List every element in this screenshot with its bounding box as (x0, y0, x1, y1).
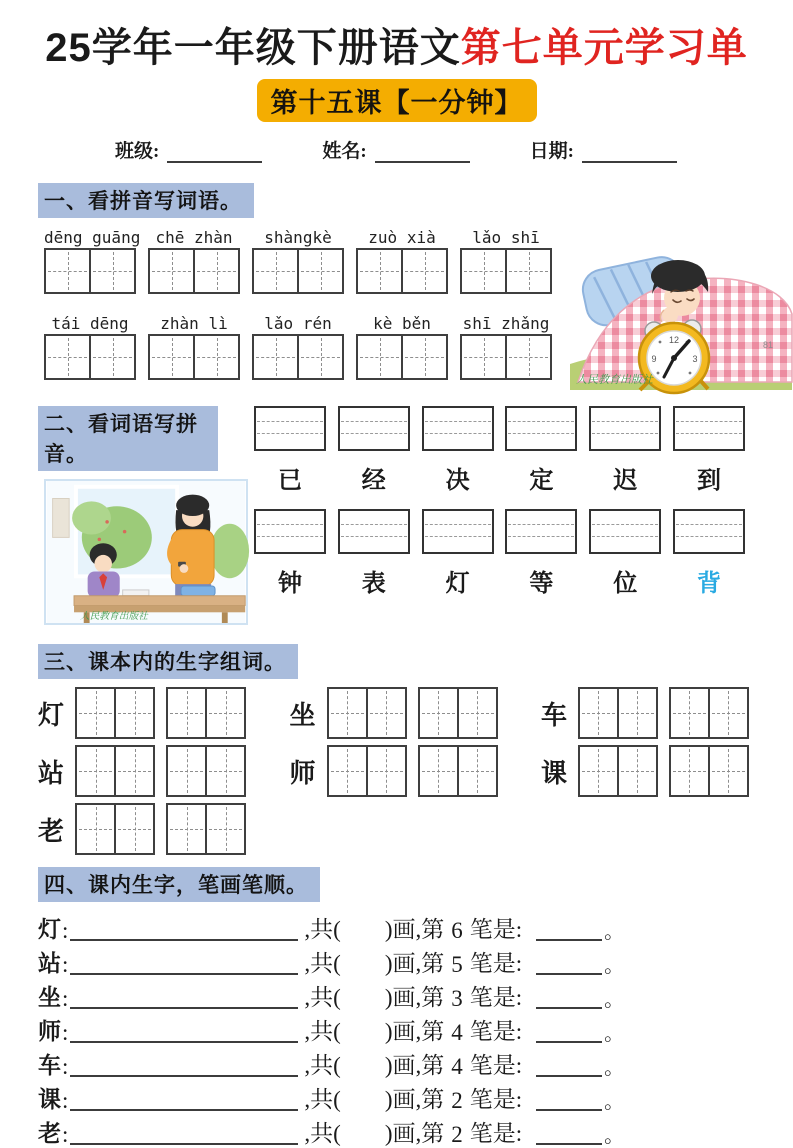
word-building-group (541, 687, 749, 739)
name-label: 姓名: (322, 141, 367, 162)
character-label: 课 (540, 758, 567, 788)
word-building-rows (38, 687, 749, 855)
line-text: ,共( (304, 951, 341, 976)
answer-tian-grid (75, 745, 155, 797)
tian-cell (254, 336, 297, 378)
colon-text: : (62, 1088, 69, 1113)
stroke-name-blank (536, 918, 602, 941)
pinyin-word-group (148, 314, 240, 380)
stroke-order-blank (70, 1054, 298, 1077)
pinyin-write-grid (254, 406, 745, 630)
stroke-number: 4 (451, 1054, 463, 1079)
stroke-order-blank (70, 986, 298, 1009)
line-text: 笔是: (469, 1087, 523, 1112)
line-text: )画,第 (384, 1053, 445, 1078)
tian-cell (505, 250, 550, 292)
line-text: ,共( (304, 1019, 341, 1044)
line-text: )画,第 (384, 1019, 445, 1044)
character-label: 表 (361, 571, 386, 597)
tian-cell (462, 336, 505, 378)
line-text: )画,第 (384, 917, 445, 942)
tian-cell (89, 336, 134, 378)
stroke-number: 6 (451, 918, 463, 943)
section1-body (44, 228, 793, 390)
tian-cell (193, 336, 238, 378)
colon-text: : (62, 952, 69, 977)
word-building-group (289, 687, 497, 739)
tian-cell (77, 689, 114, 737)
stroke-order-blank (70, 1088, 298, 1111)
pinyin-write-column (505, 509, 577, 598)
pinyin-label: shī zhǎng (462, 314, 550, 333)
character-label: 等 (529, 571, 554, 597)
character-label: 钟 (278, 571, 302, 597)
character-label: 站 (38, 758, 65, 788)
colon-text: : (62, 918, 69, 943)
tian-cell (168, 805, 205, 853)
clock-number-3: 3 (692, 354, 698, 364)
period-text: 。 (604, 1091, 625, 1113)
pinyin-write-column (505, 406, 577, 495)
word-building-group (289, 745, 497, 797)
character-label: 迟 (613, 468, 638, 494)
tian-cell (150, 336, 193, 378)
pinyin-write-column (254, 406, 326, 495)
answer-tian-grid (252, 248, 344, 294)
stroke-number: 4 (451, 1020, 463, 1045)
stroke-order-blank (70, 918, 298, 941)
page-title-black: 25学年一年级下册语文 (45, 26, 461, 70)
publisher-watermark: 人民教育出版社 (79, 611, 148, 623)
class-field (115, 136, 262, 163)
answer-tian-grid (166, 803, 246, 855)
line-text: 笔是: (469, 1019, 523, 1044)
pinyin-label: tái dēng (51, 314, 129, 333)
pinyin-label: shàngkè (264, 228, 332, 247)
answer-tian-grid (327, 745, 407, 797)
line-text: ,共( (304, 1121, 341, 1146)
answer-tian-grid (356, 334, 448, 380)
word-building-row (38, 745, 749, 797)
word-building-group (541, 745, 749, 797)
pinyin-word-group (44, 314, 136, 380)
colon-text: : (62, 1020, 69, 1045)
lesson-badge: 第十五课【一分钟】 (257, 79, 537, 122)
line-text: )画,第 (384, 985, 445, 1010)
answer-tian-grid (148, 248, 240, 294)
pinyin-line-box (254, 509, 326, 554)
tian-cell (671, 747, 708, 795)
pinyin-line-box (505, 509, 577, 554)
character-label: 背 (696, 571, 721, 597)
pinyin-word-group (252, 314, 344, 380)
tian-cell (420, 747, 457, 795)
tian-cell (366, 689, 405, 737)
stroke-order-blank (70, 1122, 298, 1145)
colon-text: : (62, 1122, 69, 1147)
tian-cell (401, 336, 446, 378)
pinyin-line-box (254, 406, 326, 451)
answer-tian-grid (460, 334, 552, 380)
character-label: 师 (289, 758, 316, 788)
character-label: 到 (696, 468, 721, 494)
stroke-number: 3 (451, 986, 463, 1011)
classroom-illustration (44, 479, 248, 625)
pinyin-line-box (338, 406, 410, 451)
class-blank (167, 144, 262, 163)
character-label: 灯 (445, 571, 470, 597)
answer-tian-grid (418, 745, 498, 797)
line-text: 笔是: (469, 917, 523, 942)
wall-poster (53, 499, 70, 538)
tian-cell (462, 250, 505, 292)
character-label: 坐 (38, 985, 61, 1010)
tian-cell (708, 747, 747, 795)
section2-heading: 二、看词语写拼音。 (38, 406, 218, 471)
pinyin-write-column (338, 509, 410, 598)
stroke-line-row (38, 1080, 793, 1114)
pinyin-write-column (422, 509, 494, 598)
pinyin-word-group (252, 228, 344, 294)
character-label: 车 (540, 700, 567, 730)
pinyin-label: chē zhàn (155, 228, 233, 247)
pinyin-word-group (356, 314, 448, 380)
answer-tian-grid (578, 745, 658, 797)
tian-cell (77, 805, 114, 853)
line-text: )画,第 (384, 951, 445, 976)
pinyin-label: zhàn lì (160, 314, 228, 333)
pinyin-word-group (148, 228, 240, 294)
character-label: 站 (38, 951, 61, 976)
answer-tian-grid (44, 334, 136, 380)
class-label: 班级: (115, 141, 160, 162)
line-text: 笔是: (469, 1121, 523, 1146)
line-text: )画,第 (384, 1087, 445, 1112)
answer-tian-grid (148, 334, 240, 380)
tian-cell (505, 336, 550, 378)
pinyin-label: dēng guāng (44, 228, 141, 247)
answer-tian-grid (166, 687, 246, 739)
period-text: 。 (604, 989, 625, 1011)
tian-cell (420, 689, 457, 737)
stroke-name-blank (536, 1020, 602, 1043)
pinyin-word-group (44, 228, 141, 294)
tian-cell (205, 805, 244, 853)
answer-tian-grid (578, 687, 658, 739)
name-blank (375, 144, 470, 163)
tian-cell (46, 250, 89, 292)
answer-tian-grid (75, 687, 155, 739)
colon-text: : (62, 986, 69, 1011)
character-label: 灯 (38, 700, 65, 730)
tian-cell (358, 336, 401, 378)
tian-cell (114, 805, 153, 853)
stroke-line-row (38, 1114, 793, 1148)
character-label: 老 (38, 816, 65, 846)
pinyin-word-group (460, 314, 552, 380)
pinyin-write-column (673, 509, 745, 598)
tian-cell (168, 689, 205, 737)
word-building-group (38, 803, 246, 855)
character-label: 定 (529, 468, 554, 494)
lesson-badge-wrap (0, 79, 793, 122)
line-text: )画,第 (384, 1121, 445, 1146)
pinyin-label: zuò xià (368, 228, 436, 247)
stroke-order-blank (70, 952, 298, 975)
date-field (530, 136, 677, 163)
stroke-line-row (38, 1046, 793, 1080)
tian-cell (193, 250, 238, 292)
tian-cell (205, 747, 244, 795)
section1-heading: 一、看拼音写词语。 (38, 183, 254, 218)
line-text: 笔是: (469, 951, 523, 976)
answer-tian-grid (327, 687, 407, 739)
blanket-mark: 81 (763, 340, 774, 350)
stroke-line-row (38, 978, 793, 1012)
tian-cell (671, 689, 708, 737)
pinyin-line-box (422, 509, 494, 554)
pinyin-word-row (44, 314, 552, 380)
tian-cell (46, 336, 89, 378)
pinyin-line-box (673, 509, 745, 554)
pinyin-write-row (254, 509, 745, 598)
tian-cell (457, 689, 496, 737)
stroke-line-row (38, 910, 793, 944)
page-title (0, 0, 793, 70)
stroke-number: 2 (451, 1088, 463, 1113)
answer-tian-grid (44, 248, 136, 294)
section2-left (0, 406, 218, 630)
tian-cell (366, 747, 405, 795)
stroke-name-blank (536, 952, 602, 975)
pinyin-word-group (460, 228, 552, 294)
pinyin-write-column (422, 406, 494, 495)
character-label: 课 (38, 1087, 61, 1112)
character-label: 灯 (38, 917, 61, 942)
pinyin-write-column (673, 406, 745, 495)
tian-cell (114, 689, 153, 737)
character-label: 车 (38, 1053, 61, 1078)
stroke-name-blank (536, 1088, 602, 1111)
period-text: 。 (604, 1023, 625, 1045)
pinyin-line-box (673, 406, 745, 451)
character-label: 坐 (289, 700, 316, 730)
pinyin-label: lǎo rén (264, 314, 332, 333)
line-text: 笔是: (469, 1053, 523, 1078)
character-label: 老 (38, 1121, 61, 1146)
character-label: 位 (613, 571, 638, 597)
pinyin-label: kè běn (373, 314, 431, 333)
stroke-name-blank (536, 1122, 602, 1145)
period-text: 。 (604, 1125, 625, 1147)
answer-tian-grid (252, 334, 344, 380)
pinyin-write-column (338, 406, 410, 495)
tian-cell (89, 250, 134, 292)
period-text: 。 (604, 921, 625, 943)
word-building-group (38, 745, 246, 797)
tian-cell (254, 250, 297, 292)
pinyin-write-row (254, 406, 745, 495)
pinyin-line-box (338, 509, 410, 554)
tian-cell (329, 689, 366, 737)
tian-cell (150, 250, 193, 292)
date-blank (582, 144, 677, 163)
word-building-row (38, 687, 749, 739)
pinyin-word-row (44, 228, 552, 294)
clock-number-9: 9 (651, 354, 657, 364)
pinyin-write-column (589, 509, 661, 598)
tian-cell (617, 689, 656, 737)
pinyin-line-box (505, 406, 577, 451)
character-label: 已 (278, 468, 302, 494)
pinyin-word-grid (44, 228, 552, 390)
tian-cell (114, 747, 153, 795)
pinyin-word-group (356, 228, 448, 294)
section2-body (0, 406, 793, 630)
answer-tian-grid (669, 745, 749, 797)
plant-shape (210, 524, 249, 578)
pinyin-write-column (254, 509, 326, 598)
pinyin-write-column (589, 406, 661, 495)
tian-cell (205, 689, 244, 737)
sleeping-boy-illustration (570, 230, 792, 390)
date-label: 日期: (529, 141, 574, 162)
pinyin-label: lǎo shī (472, 228, 540, 247)
tian-cell (617, 747, 656, 795)
tian-cell (329, 747, 366, 795)
stroke-name-blank (536, 1054, 602, 1077)
answer-tian-grid (460, 248, 552, 294)
tian-cell (457, 747, 496, 795)
tian-cell (358, 250, 401, 292)
window (72, 487, 177, 576)
character-label: 经 (361, 468, 386, 494)
word-building-group (38, 687, 246, 739)
stroke-number: 2 (451, 1122, 463, 1147)
stroke-line-row (38, 944, 793, 978)
stroke-line-row (38, 1012, 793, 1046)
tian-cell (168, 747, 205, 795)
line-text: ,共( (304, 917, 341, 942)
stroke-order-rows (38, 910, 793, 1148)
word-building-row (38, 803, 749, 855)
answer-tian-grid (75, 803, 155, 855)
answer-tian-grid (669, 687, 749, 739)
line-text: ,共( (304, 985, 341, 1010)
tian-cell (580, 747, 617, 795)
stroke-order-blank (70, 1020, 298, 1043)
answer-tian-grid (418, 687, 498, 739)
period-text: 。 (604, 1057, 625, 1079)
name-field (322, 136, 469, 163)
line-text: ,共( (304, 1053, 341, 1078)
answer-tian-grid (166, 745, 246, 797)
publisher-watermark: 人民教育出版社 (576, 374, 653, 386)
pinyin-line-box (589, 406, 661, 451)
section4-heading: 四、课内生字，笔画笔顺。 (38, 867, 320, 902)
answer-tian-grid (356, 248, 448, 294)
pinyin-line-box (589, 509, 661, 554)
page-title-red: 第七单元学习单 (460, 26, 748, 70)
stroke-name-blank (536, 986, 602, 1009)
tian-cell (708, 689, 747, 737)
tian-cell (297, 336, 342, 378)
character-label: 师 (38, 1019, 61, 1044)
line-text: 笔是: (469, 985, 523, 1010)
tian-cell (401, 250, 446, 292)
period-text: 。 (604, 955, 625, 977)
section3-heading: 三、课本内的生字组词。 (38, 644, 298, 679)
character-label: 决 (445, 468, 470, 494)
tian-cell (580, 689, 617, 737)
tian-cell (297, 250, 342, 292)
colon-text: : (62, 1054, 69, 1079)
stroke-number: 5 (451, 952, 463, 977)
pinyin-line-box (422, 406, 494, 451)
student-info-line (115, 136, 793, 163)
tian-cell (77, 747, 114, 795)
line-text: ,共( (304, 1087, 341, 1112)
clock-number-12: 12 (668, 335, 680, 345)
